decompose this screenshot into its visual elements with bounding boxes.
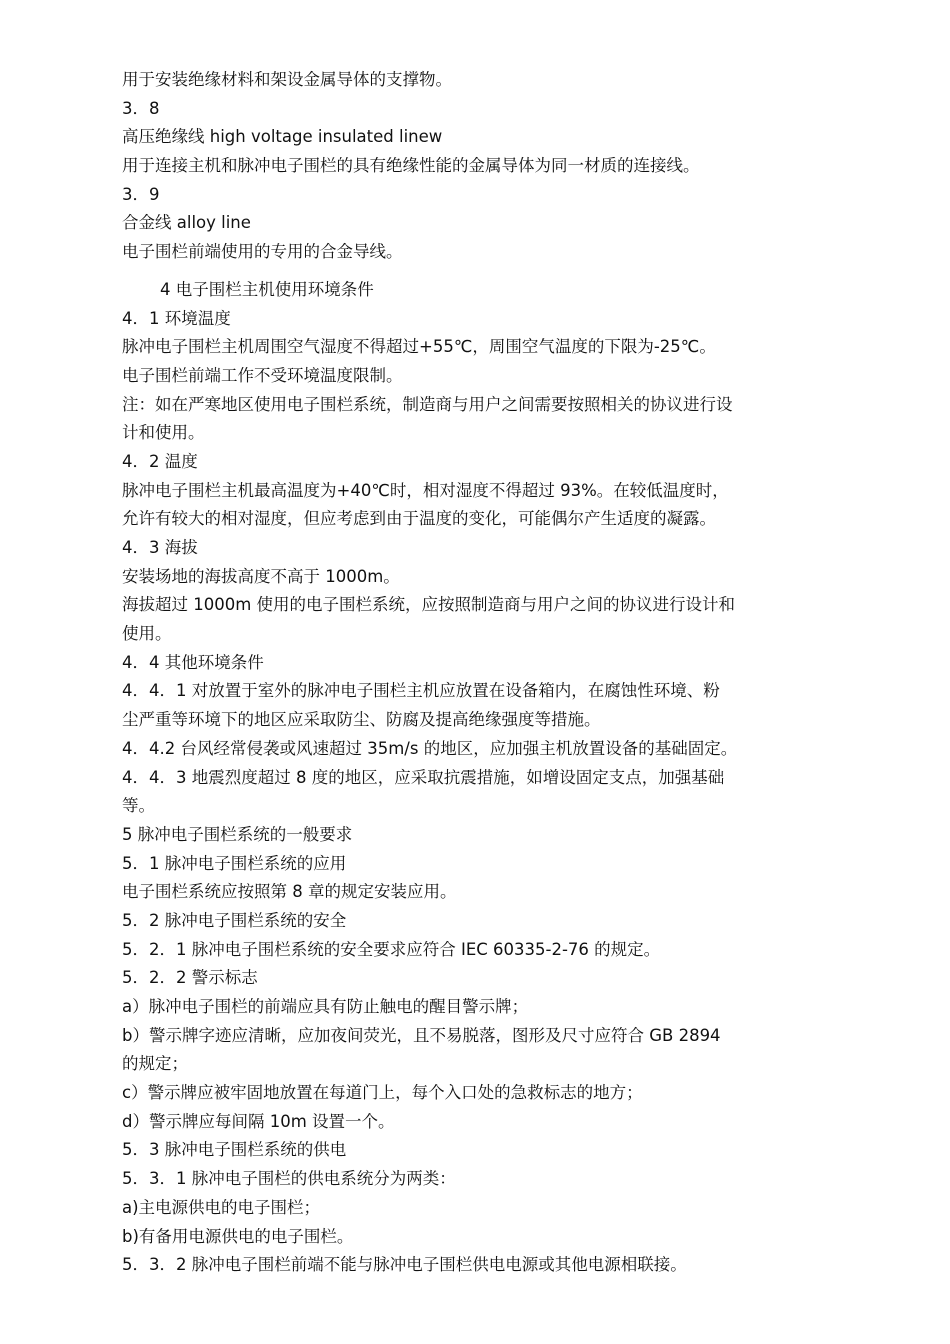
- document-page: [122, 66, 834, 1280]
- text-line: 5．3．1 脉冲电子围栏的供电系统分为两类：: [122, 1169, 456, 1189]
- text-line: 4．4.2 台风经常侵袭或风速超过 35m/s 的地区，应加强主机放置设备的基础固定。: [122, 738, 738, 758]
- subsection-heading: 4．4 其他环境条件: [122, 652, 264, 672]
- subsection-heading: 5．2．2 警示标志: [122, 968, 258, 988]
- list-item: b）警示牌字迹应清晰，应加夜间荧光，且不易脱落，图形及尺寸应符合 GB 2894: [122, 1025, 721, 1045]
- text-line: 安装场地的海拔高度不高于 1000m。: [122, 566, 400, 586]
- text-line: 电子围栏前端工作不受环境温度限制。: [122, 365, 403, 385]
- text-line: 使用。: [122, 624, 172, 644]
- subsection-heading: 4．1 环境温度: [122, 308, 231, 328]
- clause-number: 3．9: [122, 184, 160, 204]
- text-line: 电子围栏系统应按照第 8 章的规定安装应用。: [122, 882, 457, 902]
- section-heading: 5 脉冲电子围栏系统的一般要求: [122, 824, 353, 844]
- note-line: 注：如在严寒地区使用电子围栏系统，制造商与用户之间需要按照相关的协议进行设: [122, 394, 733, 414]
- text-line: 用于安装绝缘材料和架设金属导体的支撑物。: [122, 70, 452, 89]
- text-line: 脉冲电子围栏主机最高温度为+40℃时，相对湿度不得超过 93%。在较低温度时，: [122, 480, 729, 500]
- subsection-heading: 4．2 温度: [122, 451, 198, 471]
- text-line: 5．2．1 脉冲电子围栏系统的安全要求应符合 IEC 60335-2-76 的规定。: [122, 939, 661, 959]
- term-heading: 合金线 alloy line: [122, 213, 251, 233]
- text-line: 电子围栏前端使用的专用的合金导线。: [122, 242, 403, 262]
- text-line: 等。: [122, 796, 155, 816]
- list-item: 的规定；: [122, 1054, 188, 1074]
- subsection-heading: 4．3 海拔: [122, 538, 198, 557]
- list-item: c）警示牌应被牢固地放置在每道门上，每个入口处的急救标志的地方；: [122, 1083, 643, 1103]
- text-line: 用于连接主机和脉冲电子围栏的具有绝缘性能的金属导体为同一材质的连接线。: [122, 156, 700, 176]
- text-line: 脉冲电子围栏主机周围空气湿度不得超过+55℃，周围空气温度的下限为-25℃。: [122, 337, 716, 357]
- term-heading: 高压绝缘线 high voltage insulated linew: [122, 127, 443, 147]
- subsection-heading: 5．2 脉冲电子围栏系统的安全: [122, 910, 347, 930]
- subsection-heading: 5．1 脉冲电子围栏系统的应用: [122, 853, 347, 873]
- list-item: b)有备用电源供电的电子围栏。: [122, 1226, 354, 1246]
- text-line: 4．4．3 地震烈度超过 8 度的地区，应采取抗震措施，如增设固定支点，加强基础: [122, 767, 725, 787]
- text-line: 5．3．2 脉冲电子围栏前端不能与脉冲电子围栏供电电源或其他电源相联接。: [122, 1255, 687, 1275]
- text-line: 海拔超过 1000m 使用的电子围栏系统，应按照制造商与用户之间的协议进行设计和: [122, 595, 736, 615]
- text-line: 4．4．1 对放置于室外的脉冲电子围栏主机应放置在设备箱内，在腐蚀性环境、粉: [122, 681, 720, 701]
- text-line: 允许有较大的相对湿度，但应考虑到由于温度的变化，可能偶尔产生适度的凝露。: [122, 509, 716, 529]
- section-heading: 4 电子围栏主机使用环境条件: [160, 279, 374, 299]
- list-item: d）警示牌应每间隔 10m 设置一个。: [122, 1111, 395, 1131]
- text-line: 尘严重等环境下的地区应采取防尘、防腐及提高绝缘强度等措施。: [122, 710, 601, 730]
- list-item: a)主电源供电的电子围栏；: [122, 1197, 321, 1217]
- list-item: a）脉冲电子围栏的前端应具有防止触电的醒目警示牌；: [122, 997, 529, 1016]
- subsection-heading: 5．3 脉冲电子围栏系统的供电: [122, 1140, 347, 1160]
- clause-number: 3．8: [122, 98, 160, 118]
- note-line: 计和使用。: [122, 423, 205, 443]
